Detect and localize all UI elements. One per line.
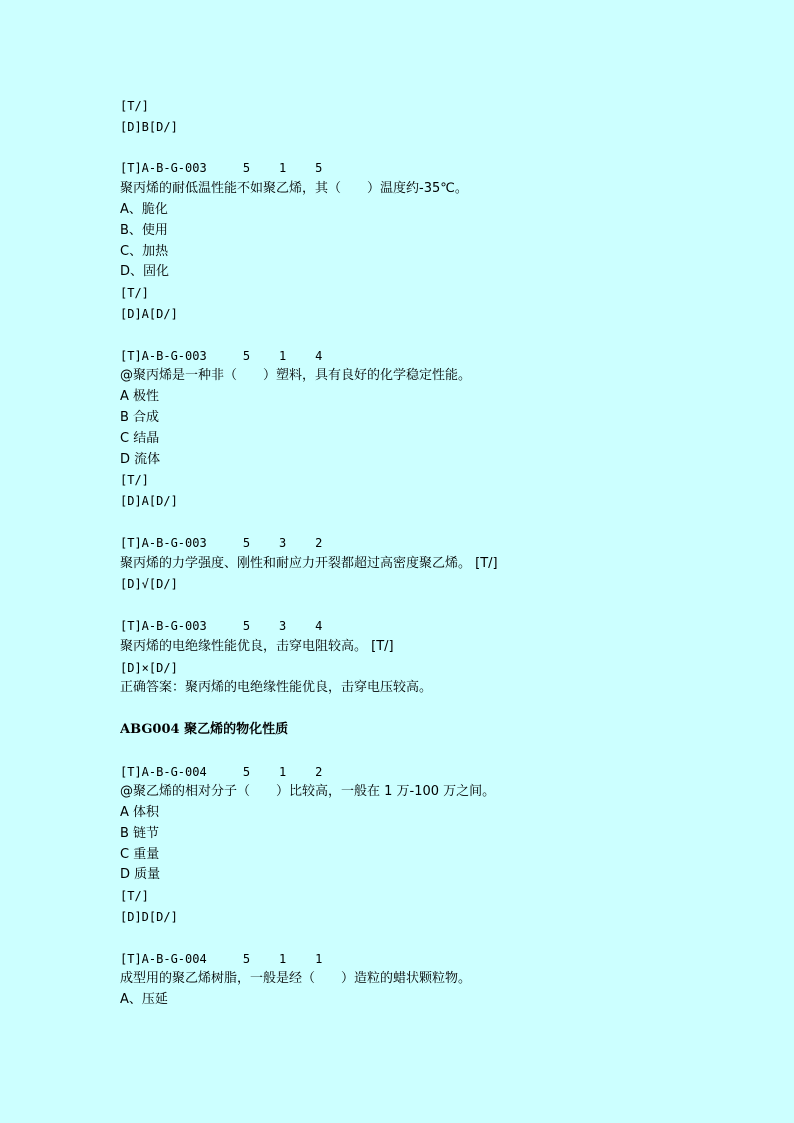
- question-text: 聚丙烯的力学强度、刚性和耐应力开裂都超过高密度聚乙烯。 [T/]: [120, 555, 498, 571]
- answer-line: [D]A[D/]: [120, 494, 178, 509]
- question-code: [T]A-B-G-003 5 1 4: [120, 348, 323, 363]
- correct-answer-note: 正确答案：聚丙烯的电绝缘性能优良，击穿电压较高。: [120, 680, 433, 696]
- option-d: D 流体: [120, 451, 161, 467]
- option-c: C 结晶: [120, 430, 160, 446]
- question-tag: [T/]: [120, 286, 149, 301]
- answer-line: [D]√[D/]: [120, 577, 178, 592]
- document-page: [120, 96, 760, 1011]
- section-title: ABG004 聚乙烯的物化性质: [120, 721, 289, 737]
- answer-line: [D]A[D/]: [120, 306, 178, 321]
- option-a: A 体积: [120, 805, 160, 821]
- question-text: 聚丙烯的电绝缘性能优良，击穿电阻较高。 [T/]: [120, 638, 394, 654]
- question-tag: [T/]: [120, 473, 149, 488]
- answer-line: [D]×[D/]: [120, 660, 178, 675]
- question-code: [T]A-B-G-003 5 3 4: [120, 618, 323, 633]
- question-text: 聚丙烯的耐低温性能不如聚乙烯，其（ ）温度约-35℃。: [120, 181, 468, 197]
- option-a: A 极性: [120, 389, 160, 405]
- option-d: D、固化: [120, 264, 170, 280]
- option-b: B 合成: [120, 409, 160, 425]
- option-b: B 链节: [120, 825, 160, 841]
- option-d: D 质量: [120, 867, 161, 883]
- question-text: @聚丙烯是一种非（ ）塑料，具有良好的化学稳定性能。: [120, 368, 472, 384]
- question-code: [T]A-B-G-003 5 1 5: [120, 161, 323, 176]
- question-text: @聚乙烯的相对分子（ ）比较高，一般在 1 万-100 万之间。: [120, 784, 496, 800]
- question-code: [T]A-B-G-004 5 1 2: [120, 764, 323, 779]
- option-a: A、压延: [120, 992, 168, 1008]
- question-text: 成型用的聚乙烯树脂，一般是经（ ）造粒的蜡状颗粒物。: [120, 971, 472, 987]
- option-a: A、脆化: [120, 201, 168, 217]
- answer-line: [D]D[D/]: [120, 910, 178, 925]
- question-code: [T]A-B-G-003 5 3 2: [120, 535, 323, 550]
- option-c: C 重量: [120, 846, 160, 862]
- question-code: [T]A-B-G-004 5 1 1: [120, 951, 323, 966]
- option-c: C、加热: [120, 243, 169, 259]
- option-b: B、使用: [120, 222, 168, 238]
- answer-line: [D]B[D/]: [120, 119, 178, 134]
- question-tag: [T/]: [120, 889, 149, 904]
- question-tag: [T/]: [120, 99, 149, 113]
